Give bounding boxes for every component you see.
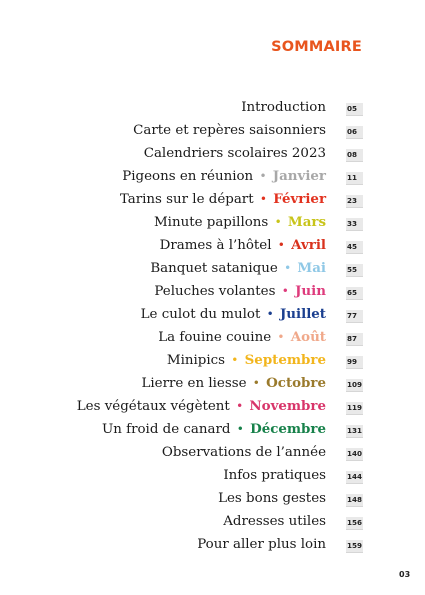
toc-entry (0, 465, 425, 488)
toc-entry-title: Calendriers scolaires 2023 (143, 146, 326, 161)
page-number: 03 (399, 570, 411, 579)
toc-entry-month: Novembre (249, 398, 326, 414)
toc-page-number: 45 (346, 241, 363, 254)
toc-entry-label (144, 145, 326, 162)
toc-page-number: 159 (346, 540, 363, 553)
toc-entry (0, 534, 425, 557)
toc-entry-title: Peluches volantes (154, 284, 276, 299)
toc-entry-title: Minipics (166, 353, 226, 368)
toc-entry-title: Infos pratiques (223, 468, 326, 483)
toc-entry-title: Drames à l’hôtel (159, 238, 272, 253)
toc-entry-title: Observations de l’année (161, 445, 326, 460)
toc-entry (0, 235, 425, 258)
toc-entry-month: Avril (291, 237, 326, 253)
toc-entry (0, 327, 425, 350)
toc-entry (0, 166, 425, 189)
toc-page-number: 77 (346, 310, 363, 323)
bullet-separator: • (277, 330, 285, 344)
toc-entry-month: Mai (297, 260, 326, 276)
bullet-separator: • (252, 376, 260, 390)
bullet-separator: • (236, 399, 244, 413)
toc-entry-label (120, 191, 326, 208)
toc-page-number: 148 (346, 494, 363, 507)
toc-entry (0, 189, 425, 212)
bullet-separator: • (281, 284, 289, 298)
toc-entry-title: Introduction (241, 100, 326, 115)
toc-entry (0, 304, 425, 327)
toc-entry-title: Pigeons en réunion (122, 169, 254, 184)
toc-entry (0, 373, 425, 396)
toc-entry-month: Octobre (266, 375, 326, 391)
toc-page-number: 05 (346, 103, 363, 116)
bullet-separator: • (259, 169, 267, 183)
toc-entry-label (154, 214, 326, 231)
toc-entry-label (197, 536, 326, 553)
toc-entry-label (162, 444, 326, 461)
bullet-separator: • (277, 238, 285, 252)
toc-entry-month: Août (290, 329, 326, 345)
toc-entry (0, 258, 425, 281)
toc-page-number: 55 (346, 264, 363, 277)
toc-page-number: 65 (346, 287, 363, 300)
toc-page-number: 144 (346, 471, 363, 484)
toc-entry-label (77, 398, 326, 415)
toc-entry-month: Janvier (272, 168, 326, 184)
toc-entry (0, 281, 425, 304)
toc-entry (0, 396, 425, 419)
toc-entry-title: Carte et repères saisonniers (133, 123, 326, 138)
bullet-separator: • (284, 261, 292, 275)
toc-entry-label (133, 122, 326, 139)
toc-page-number: 109 (346, 379, 363, 392)
toc-entry-title: Le culot du mulot (140, 307, 261, 322)
toc-entry-label (223, 467, 326, 484)
toc-entry-title: Pour aller plus loin (197, 537, 326, 552)
toc-entry (0, 442, 425, 465)
toc-page-number: 23 (346, 195, 363, 208)
toc-page-number: 33 (346, 218, 363, 231)
bullet-separator: • (231, 353, 239, 367)
toc-entry-title: La fouine couine (158, 330, 272, 345)
toc-entry-title: Minute papillons (153, 215, 269, 230)
bullet-separator: • (236, 422, 244, 436)
toc-page-number: 131 (346, 425, 363, 438)
toc-entry-label (158, 329, 326, 346)
toc-entry-month: Mars (287, 214, 326, 230)
toc-entry-month: Février (273, 191, 326, 207)
toc-entry-title: Lierre en liesse (141, 376, 247, 391)
toc-page-number: 06 (346, 126, 363, 139)
toc-entry (0, 419, 425, 442)
bullet-separator: • (274, 215, 282, 229)
toc-entry-title: Tarins sur le départ (119, 192, 254, 207)
toc-entry-label (141, 306, 326, 323)
toc-entry-title: Les végétaux végètent (76, 399, 230, 414)
toc-entry (0, 97, 425, 120)
toc-page-number: 11 (346, 172, 363, 185)
toc-page-number: 99 (346, 356, 363, 369)
toc-entry-title: Un froid de canard (101, 422, 231, 437)
toc-entry (0, 143, 425, 166)
toc-entry-label (218, 490, 326, 507)
toc-page-number: 87 (346, 333, 363, 346)
toc-entry-label (160, 237, 326, 254)
toc-entry-label (154, 283, 326, 300)
toc-entry-month: Juillet (279, 306, 326, 322)
toc-entry-label (122, 168, 326, 185)
toc-entry-month: Juin (295, 283, 326, 299)
toc-entry-label (102, 421, 326, 438)
toc-entry-label (141, 375, 326, 392)
toc-entry-label (150, 260, 326, 277)
toc-entry-label (167, 352, 326, 369)
page-title: SOMMAIRE (271, 39, 362, 55)
toc-entry (0, 488, 425, 511)
toc-entry-month: Septembre (244, 352, 326, 368)
toc-entry-month: Décembre (250, 421, 326, 437)
toc-entry (0, 120, 425, 143)
toc-page-number: 119 (346, 402, 363, 415)
toc-entry-title: Adresses utiles (223, 514, 326, 529)
bullet-separator: • (259, 192, 267, 206)
toc-page-number: 156 (346, 517, 363, 530)
toc-entry-label (241, 99, 326, 116)
toc-entry (0, 212, 425, 235)
toc-entry-label (223, 513, 326, 530)
toc-page-number: 140 (346, 448, 363, 461)
bullet-separator: • (266, 307, 274, 321)
toc-page-number: 08 (346, 149, 363, 162)
table-of-contents (0, 97, 425, 557)
toc-entry-title: Banquet satanique (150, 261, 278, 276)
toc-entry (0, 511, 425, 534)
toc-entry (0, 350, 425, 373)
toc-entry-title: Les bons gestes (218, 491, 326, 506)
